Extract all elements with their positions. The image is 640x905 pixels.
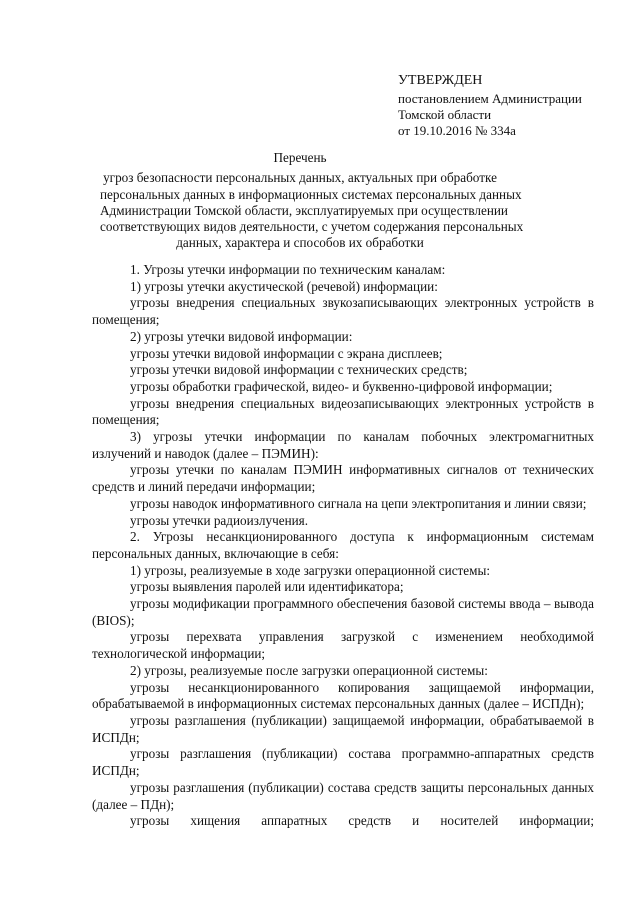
title-word: Перечень (273, 150, 327, 165)
threat-item: угрозы разглашения (публикации) состава средств защиты персональных данных (далее – ПДн); (92, 779, 594, 812)
threat-item: угрозы внедрения специальных звукозаписывающих электронных устройств в помещения; (92, 295, 594, 328)
threat-item: угрозы утечки видовой информации с технических средств; (130, 362, 468, 378)
threat-item: угрозы наводок информативного сигнала на цепи электропитания и линии связи; (130, 495, 587, 511)
threat-item: угрозы обработки графической, видео- и буквенно-цифровой информации; (130, 378, 553, 394)
threat-item: угрозы несанкционированного копирования защищаемой информации, обрабатываемой в информационных системах персональных данных (далее – ИСПДн); (92, 679, 594, 712)
threat-item: угрозы утечки по каналам ПЭМИН информативных сигналов от технических средств и линий передачи информации; (92, 462, 594, 495)
approval-line: Томской области (398, 107, 492, 122)
subsection-heading: 1) угрозы, реализуемые в ходе загрузки операционной системы: (130, 562, 491, 578)
document-title (100, 150, 524, 252)
threat-item: угрозы утечки радиоизлучения. (130, 512, 309, 528)
subsection-heading: 1) угрозы утечки акустической (речевой) информации: (130, 278, 438, 294)
subsection-heading: 2) угрозы, реализуемые после загрузки операционной системы: (130, 662, 488, 678)
threat-item: угрозы внедрения специальных видеозаписывающих электронных устройств в помещения; (92, 395, 594, 428)
threat-item: угрозы хищения аппаратных средств и носителей информации; (130, 813, 594, 829)
subsection-heading: 3) угрозы утечки информации по каналам побочных электромагнитных излучений и наводок (далее – ПЭМИН): (92, 429, 594, 461)
threat-item: угрозы разглашения (публикации) состава программно-аппаратных средств ИСПДн; (92, 746, 594, 779)
threat-item: угрозы разглашения (публикации) защищаемой информации, обрабатываемой в ИСПДн; (92, 712, 594, 745)
threat-item: угрозы модификации программного обеспечения базовой системы ввода – вывода (BIOS); (92, 596, 594, 628)
threat-item: угрозы выявления паролей или идентификатора; (130, 579, 404, 595)
title-line: угроз безопасности персональных данных, актуальных при обработке (103, 170, 497, 186)
threat-item: угрозы перехвата управления загрузкой с изменением необходимой технологической информации; (92, 629, 594, 662)
approval-line: постановлением Администрации (398, 91, 582, 106)
approval-line: от 19.10.2016 № 334а (398, 123, 516, 138)
section-heading: 2. Угрозы несанкционированного доступа к информационным системам персональных данных, включающие в себя: (92, 529, 594, 561)
section-heading: 1. Угрозы утечки информации по техническим каналам: (130, 262, 446, 277)
subsection-heading: 2) угрозы утечки видовой информации: (130, 328, 353, 344)
title-line: данных, характера и способов их обработки (176, 235, 424, 251)
title-line: Администрации Томской области, эксплуатируемых при осуществлении (100, 202, 508, 218)
document-body (92, 262, 594, 830)
approval-heading: УТВЕРЖДЕН (398, 73, 483, 88)
title-line: соответствующих видов деятельности, с учетом содержания персональных (100, 219, 524, 235)
approval-stamp (398, 72, 628, 139)
title-line: персональных данных в информационных системах персональных данных (100, 186, 522, 202)
threat-item: угрозы утечки видовой информации с экрана дисплеев; (130, 345, 443, 361)
